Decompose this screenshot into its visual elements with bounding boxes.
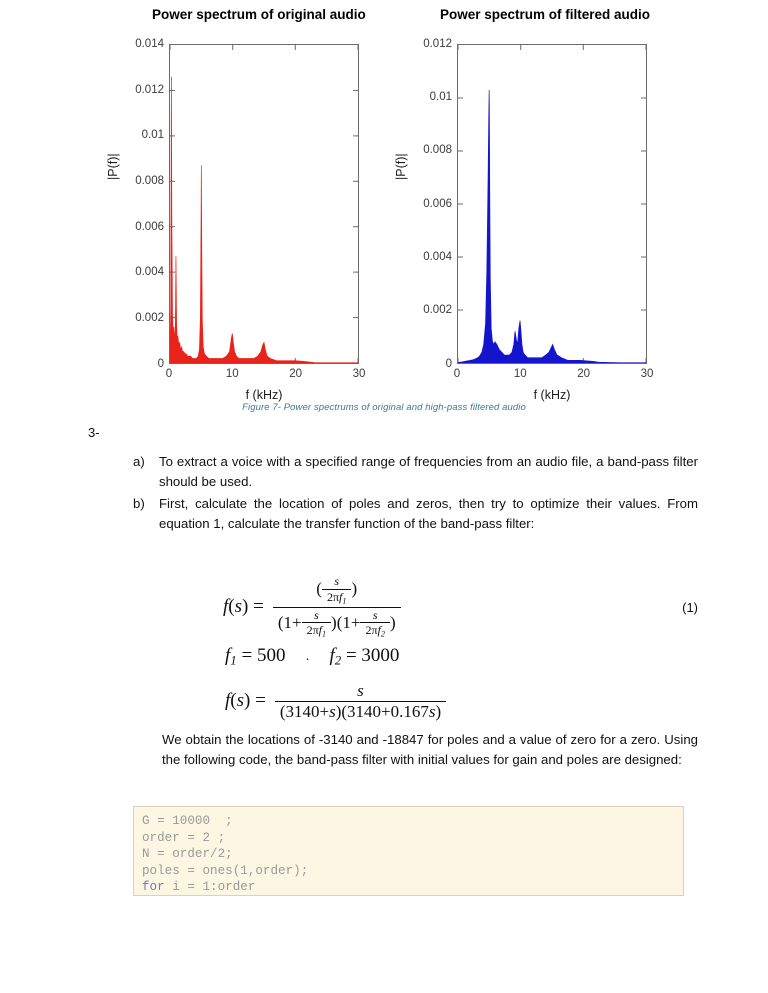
equation-3-lhs: f(s) = bbox=[225, 690, 266, 711]
y-tick-label: 0.014 bbox=[135, 37, 164, 50]
code-text: i = 1:order bbox=[164, 880, 256, 895]
equation-1 bbox=[133, 574, 698, 639]
parameter-separator: . bbox=[305, 649, 310, 664]
parameter-f1: $f_1 = 500$ bbox=[225, 645, 286, 668]
x-tick-label: 10 bbox=[513, 367, 527, 380]
equation-1-lhs: f(s) = bbox=[223, 596, 264, 617]
code-line: order = 2 ; bbox=[142, 830, 226, 845]
equation-1-numerator: ( $\frac{s}{2\pi f_1}$ ) bbox=[316, 574, 358, 605]
x-tick-label: 30 bbox=[352, 367, 366, 380]
y-tick-label: 0 bbox=[157, 357, 164, 370]
x-axis-title-original: f (kHz) bbox=[245, 387, 283, 402]
equation-1-number: (1) bbox=[682, 600, 698, 615]
equation-3-fraction bbox=[275, 682, 446, 721]
figure-7 bbox=[0, 0, 768, 420]
equation-3-denominator: (3140+s)(3140+0.167s) bbox=[275, 701, 446, 721]
y-tick-label: 0.002 bbox=[423, 304, 452, 317]
y-tick-labels-filtered bbox=[400, 37, 452, 370]
x-tick-label: 0 bbox=[453, 367, 461, 380]
y-tick-label: 0.004 bbox=[423, 251, 452, 264]
chart-original-audio bbox=[106, 7, 366, 402]
parameter-f2: $f_2 = 3000$ bbox=[329, 645, 400, 668]
axes-filtered bbox=[457, 44, 647, 364]
equation-1-fraction bbox=[273, 575, 401, 639]
equations-block bbox=[133, 574, 698, 724]
y-tick-label: 0.012 bbox=[135, 83, 164, 96]
code-line: N = order/2; bbox=[142, 847, 233, 862]
equation-1-denominator: (1+ $\frac{s}{2\pi f_1}$ )(1+ $\frac{s}{2\pi f_2}$ ) bbox=[273, 607, 401, 639]
y-tick-labels-original bbox=[112, 37, 164, 370]
closing-paragraph: We obtain the locations of -3140 and -18847 for poles and a value of zero for a zero. Using the following code, the band-pass filter with initial values for gain and poles are designed: bbox=[162, 732, 698, 768]
list-marker: a) bbox=[133, 454, 145, 469]
x-tick-label: 20 bbox=[577, 367, 591, 380]
x-tick-labels-original bbox=[165, 367, 366, 386]
plot-area-filtered bbox=[394, 30, 654, 402]
code-line: poles = ones(1,order); bbox=[142, 863, 309, 878]
y-tick-label: 0.004 bbox=[135, 266, 164, 279]
x-tick-label: 30 bbox=[640, 367, 654, 380]
x-tick-label: 20 bbox=[289, 367, 303, 380]
list-item bbox=[133, 452, 698, 492]
y-tick-label: 0.01 bbox=[141, 129, 164, 142]
axes-original bbox=[169, 44, 359, 364]
plot-area-original bbox=[106, 30, 366, 402]
x-axis-title-filtered: f (kHz) bbox=[533, 387, 571, 402]
list-item bbox=[133, 494, 698, 534]
x-tick-label: 0 bbox=[165, 367, 173, 380]
figure-caption: Figure 7- Power spectrums of original and high-pass filtered audio bbox=[242, 402, 526, 413]
y-tick-label: 0.006 bbox=[423, 197, 452, 210]
y-tick-label: 0.006 bbox=[135, 220, 164, 233]
section-list bbox=[133, 452, 698, 536]
y-tick-label: 0.01 bbox=[429, 91, 452, 104]
y-tick-label: 0 bbox=[445, 357, 452, 370]
y-tick-label: 0.012 bbox=[423, 37, 452, 50]
section-number: 3- bbox=[88, 425, 100, 440]
y-tick-label: 0.008 bbox=[423, 144, 452, 157]
spectrum-plot-filtered bbox=[458, 45, 646, 363]
equation-2-parameters bbox=[133, 640, 698, 674]
y-axis-title-original: |P(f)| bbox=[106, 153, 120, 180]
chart-title-original: Power spectrum of original audio bbox=[152, 7, 366, 22]
chart-filtered-audio bbox=[394, 7, 654, 402]
y-tick-label: 0.002 bbox=[135, 312, 164, 325]
equation-3-numerator: s bbox=[357, 680, 364, 700]
code-keyword: for bbox=[142, 880, 165, 895]
x-tick-label: 10 bbox=[225, 367, 239, 380]
code-block-matlab[interactable] bbox=[133, 806, 684, 896]
list-item-text: First, calculate the location of poles and zeros, then try to optimize their values. From equation 1, calculate the transfer function of the band-pass filter: bbox=[159, 496, 698, 532]
x-tick-labels-filtered bbox=[453, 367, 654, 386]
y-axis-title-filtered: |P(f)| bbox=[394, 153, 408, 180]
y-tick-label: 0.008 bbox=[135, 174, 164, 187]
equation-3 bbox=[133, 678, 698, 724]
code-line: G = 10000 ; bbox=[142, 814, 233, 828]
code-line-for-loop bbox=[142, 879, 683, 896]
spectrum-plot-original bbox=[170, 45, 358, 363]
list-item-text: To extract a voice with a specified range of frequencies from an audio file, a band-pass filter should be used. bbox=[159, 454, 698, 490]
list-marker: b) bbox=[133, 496, 145, 512]
chart-title-filtered: Power spectrum of filtered audio bbox=[440, 7, 651, 22]
